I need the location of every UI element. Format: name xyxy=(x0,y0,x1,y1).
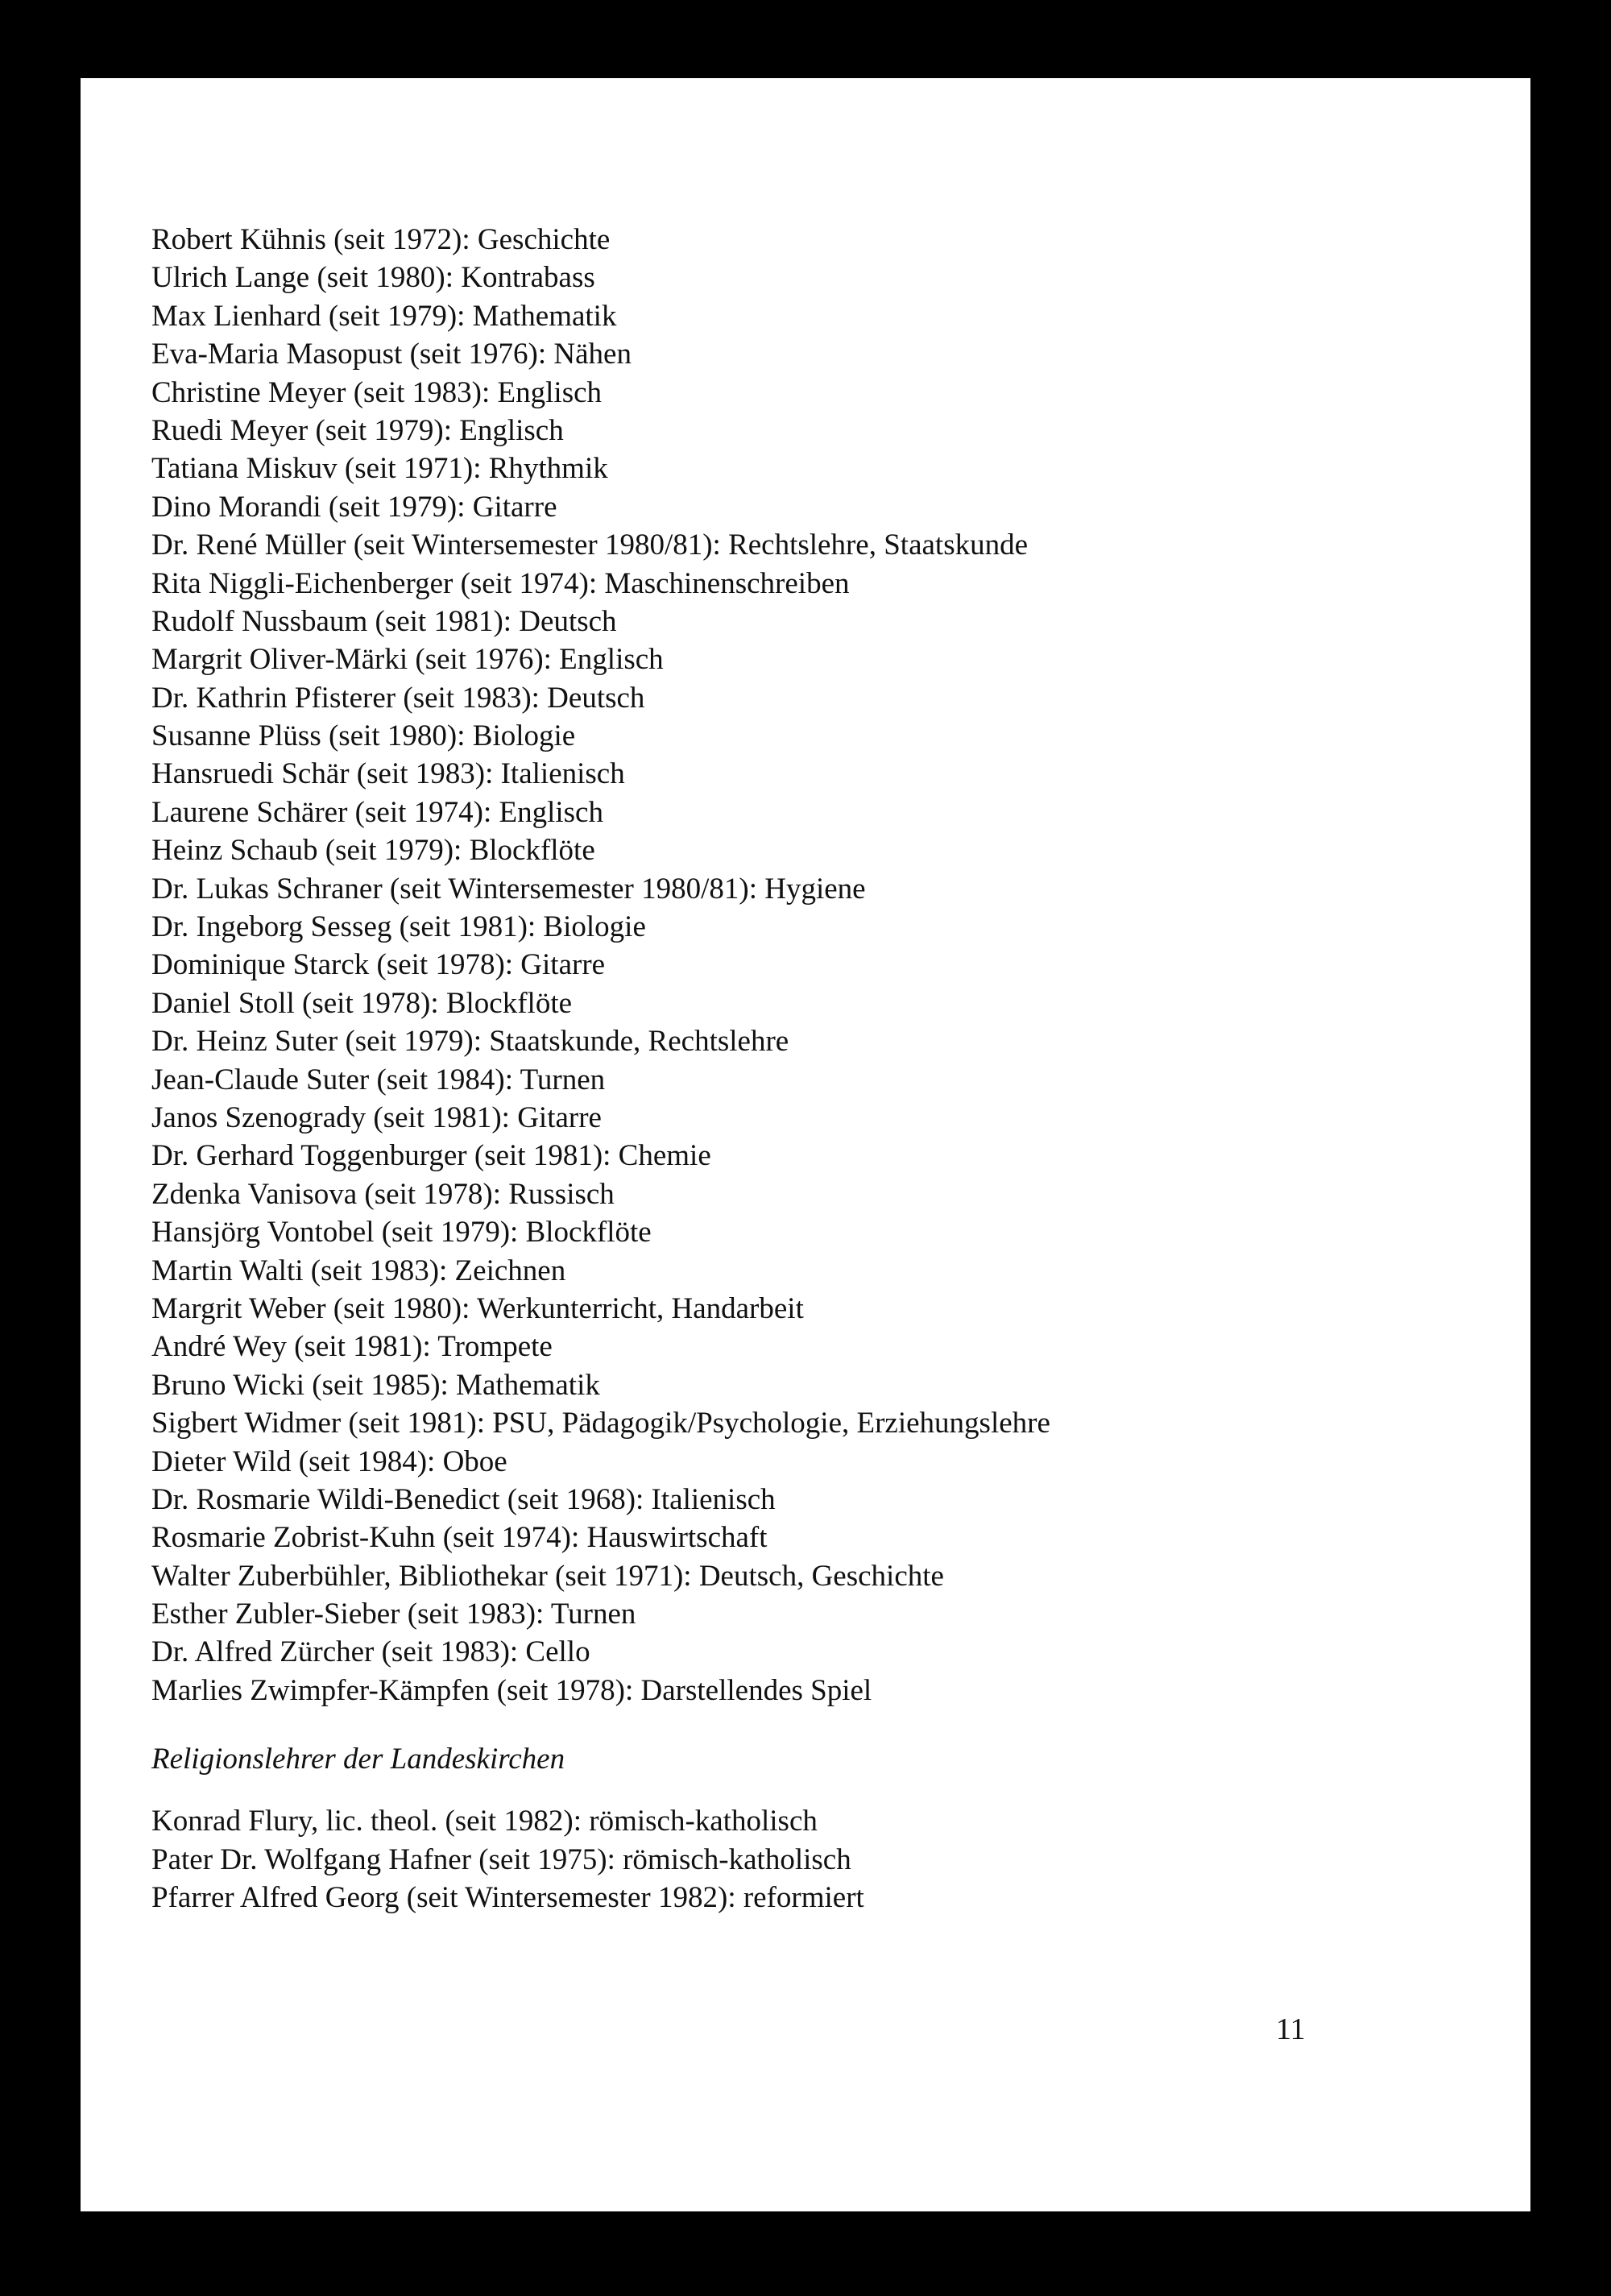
teacher-entry: Laurene Schärer (seit 1974): Englisch xyxy=(151,795,603,829)
teacher-entry: Dr. Rosmarie Wildi-Benedict (seit 1968): Italienisch xyxy=(151,1482,776,1516)
page-number: 11 xyxy=(1276,2012,1306,2046)
teacher-entry: Marlies Zwimpfer-Kämpfen (seit 1978): Darstellendes Spiel xyxy=(151,1673,872,1707)
page-content xyxy=(151,221,1481,1917)
teacher-entry: Dr. Lukas Schraner (seit Wintersemester 1980/81): Hygiene xyxy=(151,872,866,906)
teacher-entry: Daniel Stoll (seit 1978): Blockflöte xyxy=(151,986,573,1020)
teacher-entry: Margrit Weber (seit 1980): Werkunterricht, Handarbeit xyxy=(151,1291,804,1325)
teacher-entry: Susanne Plüss (seit 1980): Biologie xyxy=(151,719,576,753)
teacher-entry: Robert Kühnis (seit 1972): Geschichte xyxy=(151,223,611,256)
religion-section-heading: Religionslehrer der Landeskirchen xyxy=(151,1743,565,1776)
teacher-entry: Christine Meyer (seit 1983): Englisch xyxy=(151,375,603,409)
teacher-entry: Bruno Wicki (seit 1985): Mathematik xyxy=(151,1368,600,1402)
teacher-entry: Dr. Kathrin Pfisterer (seit 1983): Deutsch xyxy=(151,681,645,715)
religion-teacher-entry: Pfarrer Alfred Georg (seit Wintersemester 1982): reformiert xyxy=(151,1881,864,1915)
religion-teacher-entry: Pater Dr. Wolfgang Hafner (seit 1975): römisch-katholisch xyxy=(151,1842,851,1876)
teacher-entry: Dr. René Müller (seit Wintersemester 1980/81): Rechtslehre, Staatskunde xyxy=(151,528,1029,562)
teacher-entry: André Wey (seit 1981): Trompete xyxy=(151,1330,553,1364)
teacher-entry: Walter Zuberbühler, Bibliothekar (seit 1971): Deutsch, Geschichte xyxy=(151,1559,944,1593)
teacher-entry: Dr. Ingeborg Sesseg (seit 1981): Biologie xyxy=(151,910,646,944)
teacher-entry: Ruedi Meyer (seit 1979): Englisch xyxy=(151,413,564,447)
teacher-list xyxy=(151,221,1481,1710)
teacher-entry: Hansruedi Schär (seit 1983): Italienisch xyxy=(151,757,625,791)
teacher-entry: Tatiana Miskuv (seit 1971): Rhythmik xyxy=(151,452,608,486)
teacher-entry: Sigbert Widmer (seit 1981): PSU, Pädagogik/Psychologie, Erziehungslehre xyxy=(151,1407,1050,1440)
teacher-entry: Max Lienhard (seit 1979): Mathematik xyxy=(151,299,617,333)
religion-teacher-list xyxy=(151,1802,1481,1917)
teacher-entry: Hansjörg Vontobel (seit 1979): Blockflöte xyxy=(151,1216,652,1250)
teacher-entry: Dino Morandi (seit 1979): Gitarre xyxy=(151,490,557,524)
teacher-entry: Janos Szenogrady (seit 1981): Gitarre xyxy=(151,1100,602,1134)
teacher-entry: Ulrich Lange (seit 1980): Kontrabass xyxy=(151,261,595,295)
teacher-entry: Jean-Claude Suter (seit 1984): Turnen xyxy=(151,1063,606,1096)
teacher-entry: Dr. Alfred Zürcher (seit 1983): Cello xyxy=(151,1635,590,1669)
teacher-entry: Dominique Starck (seit 1978): Gitarre xyxy=(151,948,606,982)
teacher-entry: Rita Niggli-Eichenberger (seit 1974): Maschinenschreiben xyxy=(151,566,850,600)
teacher-entry: Margrit Oliver-Märki (seit 1976): Englisch xyxy=(151,643,664,677)
teacher-entry: Zdenka Vanisova (seit 1978): Russisch xyxy=(151,1177,615,1211)
teacher-entry: Heinz Schaub (seit 1979): Blockflöte xyxy=(151,834,595,868)
teacher-entry: Rudolf Nussbaum (seit 1981): Deutsch xyxy=(151,604,617,638)
teacher-entry: Dieter Wild (seit 1984): Oboe xyxy=(151,1444,507,1478)
teacher-entry: Dr. Gerhard Toggenburger (seit 1981): Chemie xyxy=(151,1139,711,1173)
teacher-entry: Martin Walti (seit 1983): Zeichnen xyxy=(151,1254,566,1287)
teacher-entry: Esther Zubler-Sieber (seit 1983): Turnen xyxy=(151,1598,636,1631)
teacher-entry: Eva-Maria Masopust (seit 1976): Nähen xyxy=(151,338,632,371)
religion-teacher-entry: Konrad Flury, lic. theol. (seit 1982): römisch-katholisch xyxy=(151,1805,818,1838)
teacher-entry: Dr. Heinz Suter (seit 1979): Staatskunde, Rechtslehre xyxy=(151,1025,789,1059)
document-page xyxy=(81,78,1530,2211)
teacher-entry: Rosmarie Zobrist-Kuhn (seit 1974): Hauswirtschaft xyxy=(151,1521,768,1555)
